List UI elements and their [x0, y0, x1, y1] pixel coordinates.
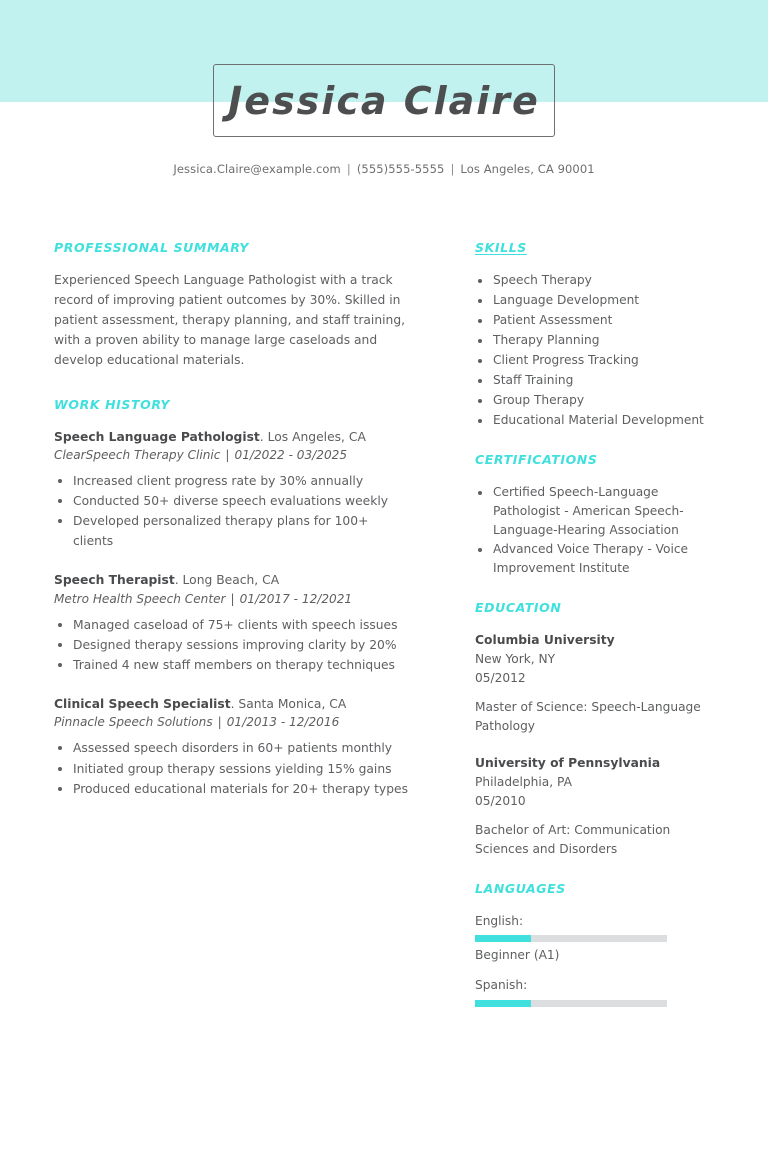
job-dates: 01/2022 - 03/2025 — [234, 447, 348, 462]
language-entry — [475, 912, 712, 965]
job-title: Clinical Speech Specialist — [54, 696, 231, 711]
language-name: English: — [475, 913, 524, 928]
job-company: ClearSpeech Therapy Clinic — [54, 447, 221, 462]
work-history-entry — [54, 428, 410, 552]
section-certifications — [475, 452, 712, 578]
contact-phone: (555)555-5555 — [356, 162, 445, 176]
certification-item: Certified Speech-Language Pathologist - American Speech-Language-Hearing Association — [475, 483, 712, 540]
language-level: Beginner (A1) — [475, 948, 560, 963]
job-bullet-list — [54, 615, 410, 675]
work-history-entry — [54, 571, 410, 675]
right-column — [410, 240, 768, 1033]
language-name: Spanish: — [475, 978, 528, 993]
skill-item: Patient Assessment — [475, 311, 712, 330]
skill-item: Staff Training — [475, 371, 712, 390]
job-heading — [54, 428, 410, 446]
job-location: . Long Beach, CA — [174, 573, 280, 588]
work-history-entry — [54, 695, 410, 799]
section-heading-certifications: CERTIFICATIONS — [475, 452, 598, 468]
education-location: New York, NY — [475, 652, 556, 667]
job-bullet: Developed personalized therapy plans for 100+ clients — [54, 511, 410, 551]
language-proficiency-bar — [475, 935, 667, 942]
section-languages — [475, 881, 712, 1007]
job-heading — [54, 571, 410, 589]
job-heading — [54, 695, 410, 713]
job-bullet: Produced educational materials for 20+ therapy types — [54, 779, 410, 799]
contact-line — [0, 162, 768, 176]
job-bullet: Designed therapy sessions improving clarity by 20% — [54, 635, 410, 655]
professional-summary-text: Experienced Speech Language Pathologist with a track record of improving patient outcomes by 30%. Skilled in patient assessment, therapy planning, and staff training, with a proven ability to manage large caseloads and develop educational materials. — [54, 273, 406, 367]
language-proficiency-bar — [475, 1000, 667, 1007]
job-separator: | — [230, 591, 235, 606]
education-school: University of Pennsylvania — [475, 756, 661, 771]
language-proficiency-fill — [475, 935, 531, 942]
job-bullet-list — [54, 471, 410, 551]
education-date: 05/2012 — [475, 671, 526, 686]
contact-separator-2: | — [450, 162, 455, 176]
contact-location: Los Angeles, CA 90001 — [460, 162, 595, 176]
skill-item: Educational Material Development — [475, 411, 712, 430]
language-entry — [475, 976, 712, 1006]
job-bullet-list — [54, 738, 410, 798]
certification-item: Advanced Voice Therapy - Voice Improvement Institute — [475, 540, 712, 578]
contact-email: Jessica.Claire@example.com — [173, 162, 341, 176]
language-proficiency-fill — [475, 1000, 531, 1007]
job-company: Metro Health Speech Center — [54, 591, 226, 606]
name-box — [213, 64, 555, 137]
resume-body — [0, 240, 768, 1033]
section-heading-languages: LANGUAGES — [475, 880, 566, 896]
skill-item: Language Development — [475, 291, 712, 310]
job-dates: 01/2013 - 12/2016 — [226, 715, 340, 730]
certifications-list — [475, 483, 712, 578]
job-bullet: Increased client progress rate by 30% annually — [54, 471, 410, 491]
job-location: . Los Angeles, CA — [259, 429, 366, 444]
page-title: Jessica Claire — [228, 78, 540, 123]
job-bullet: Initiated group therapy sessions yielding 15% gains — [54, 759, 410, 779]
job-subheading — [54, 590, 410, 608]
job-dates: 01/2017 - 12/2021 — [239, 591, 353, 606]
section-heading-professional-summary: PROFESSIONAL SUMMARY — [54, 240, 250, 255]
skill-item: Client Progress Tracking — [475, 351, 712, 370]
education-entry — [475, 754, 712, 859]
education-date: 05/2010 — [475, 794, 526, 809]
skill-item: Group Therapy — [475, 391, 712, 410]
section-heading-education: EDUCATION — [475, 600, 562, 616]
education-degree: Bachelor of Art: Communication Sciences and Disorders — [475, 822, 671, 856]
job-location: . Santa Monica, CA — [230, 696, 347, 711]
education-location: Philadelphia, PA — [475, 775, 572, 790]
job-bullet: Assessed speech disorders in 60+ patients monthly — [54, 738, 410, 758]
job-bullet: Managed caseload of 75+ clients with speech issues — [54, 615, 410, 635]
skill-item: Speech Therapy — [475, 271, 712, 290]
job-subheading — [54, 446, 410, 464]
section-skills — [475, 240, 712, 430]
job-company: Pinnacle Speech Solutions — [54, 715, 213, 730]
education-entry — [475, 631, 712, 736]
section-heading-work-history: WORK HISTORY — [54, 396, 171, 412]
contact-separator-1: | — [346, 162, 351, 176]
skills-list — [475, 271, 712, 430]
left-column — [0, 240, 410, 825]
section-professional-summary — [54, 240, 410, 371]
section-work-history — [54, 397, 410, 799]
job-title: Speech Therapist — [54, 573, 175, 588]
job-title: Speech Language Pathologist — [54, 429, 260, 444]
job-separator: | — [217, 715, 222, 730]
job-bullet: Trained 4 new staff members on therapy techniques — [54, 655, 410, 675]
job-separator: | — [225, 447, 230, 462]
education-school: Columbia University — [475, 633, 615, 648]
education-degree: Master of Science: Speech-Language Pathology — [475, 700, 701, 734]
section-education — [475, 600, 712, 858]
section-heading-skills: SKILLS — [475, 240, 527, 255]
job-subheading — [54, 713, 410, 731]
job-bullet: Conducted 50+ diverse speech evaluations weekly — [54, 491, 410, 511]
skill-item: Therapy Planning — [475, 331, 712, 350]
